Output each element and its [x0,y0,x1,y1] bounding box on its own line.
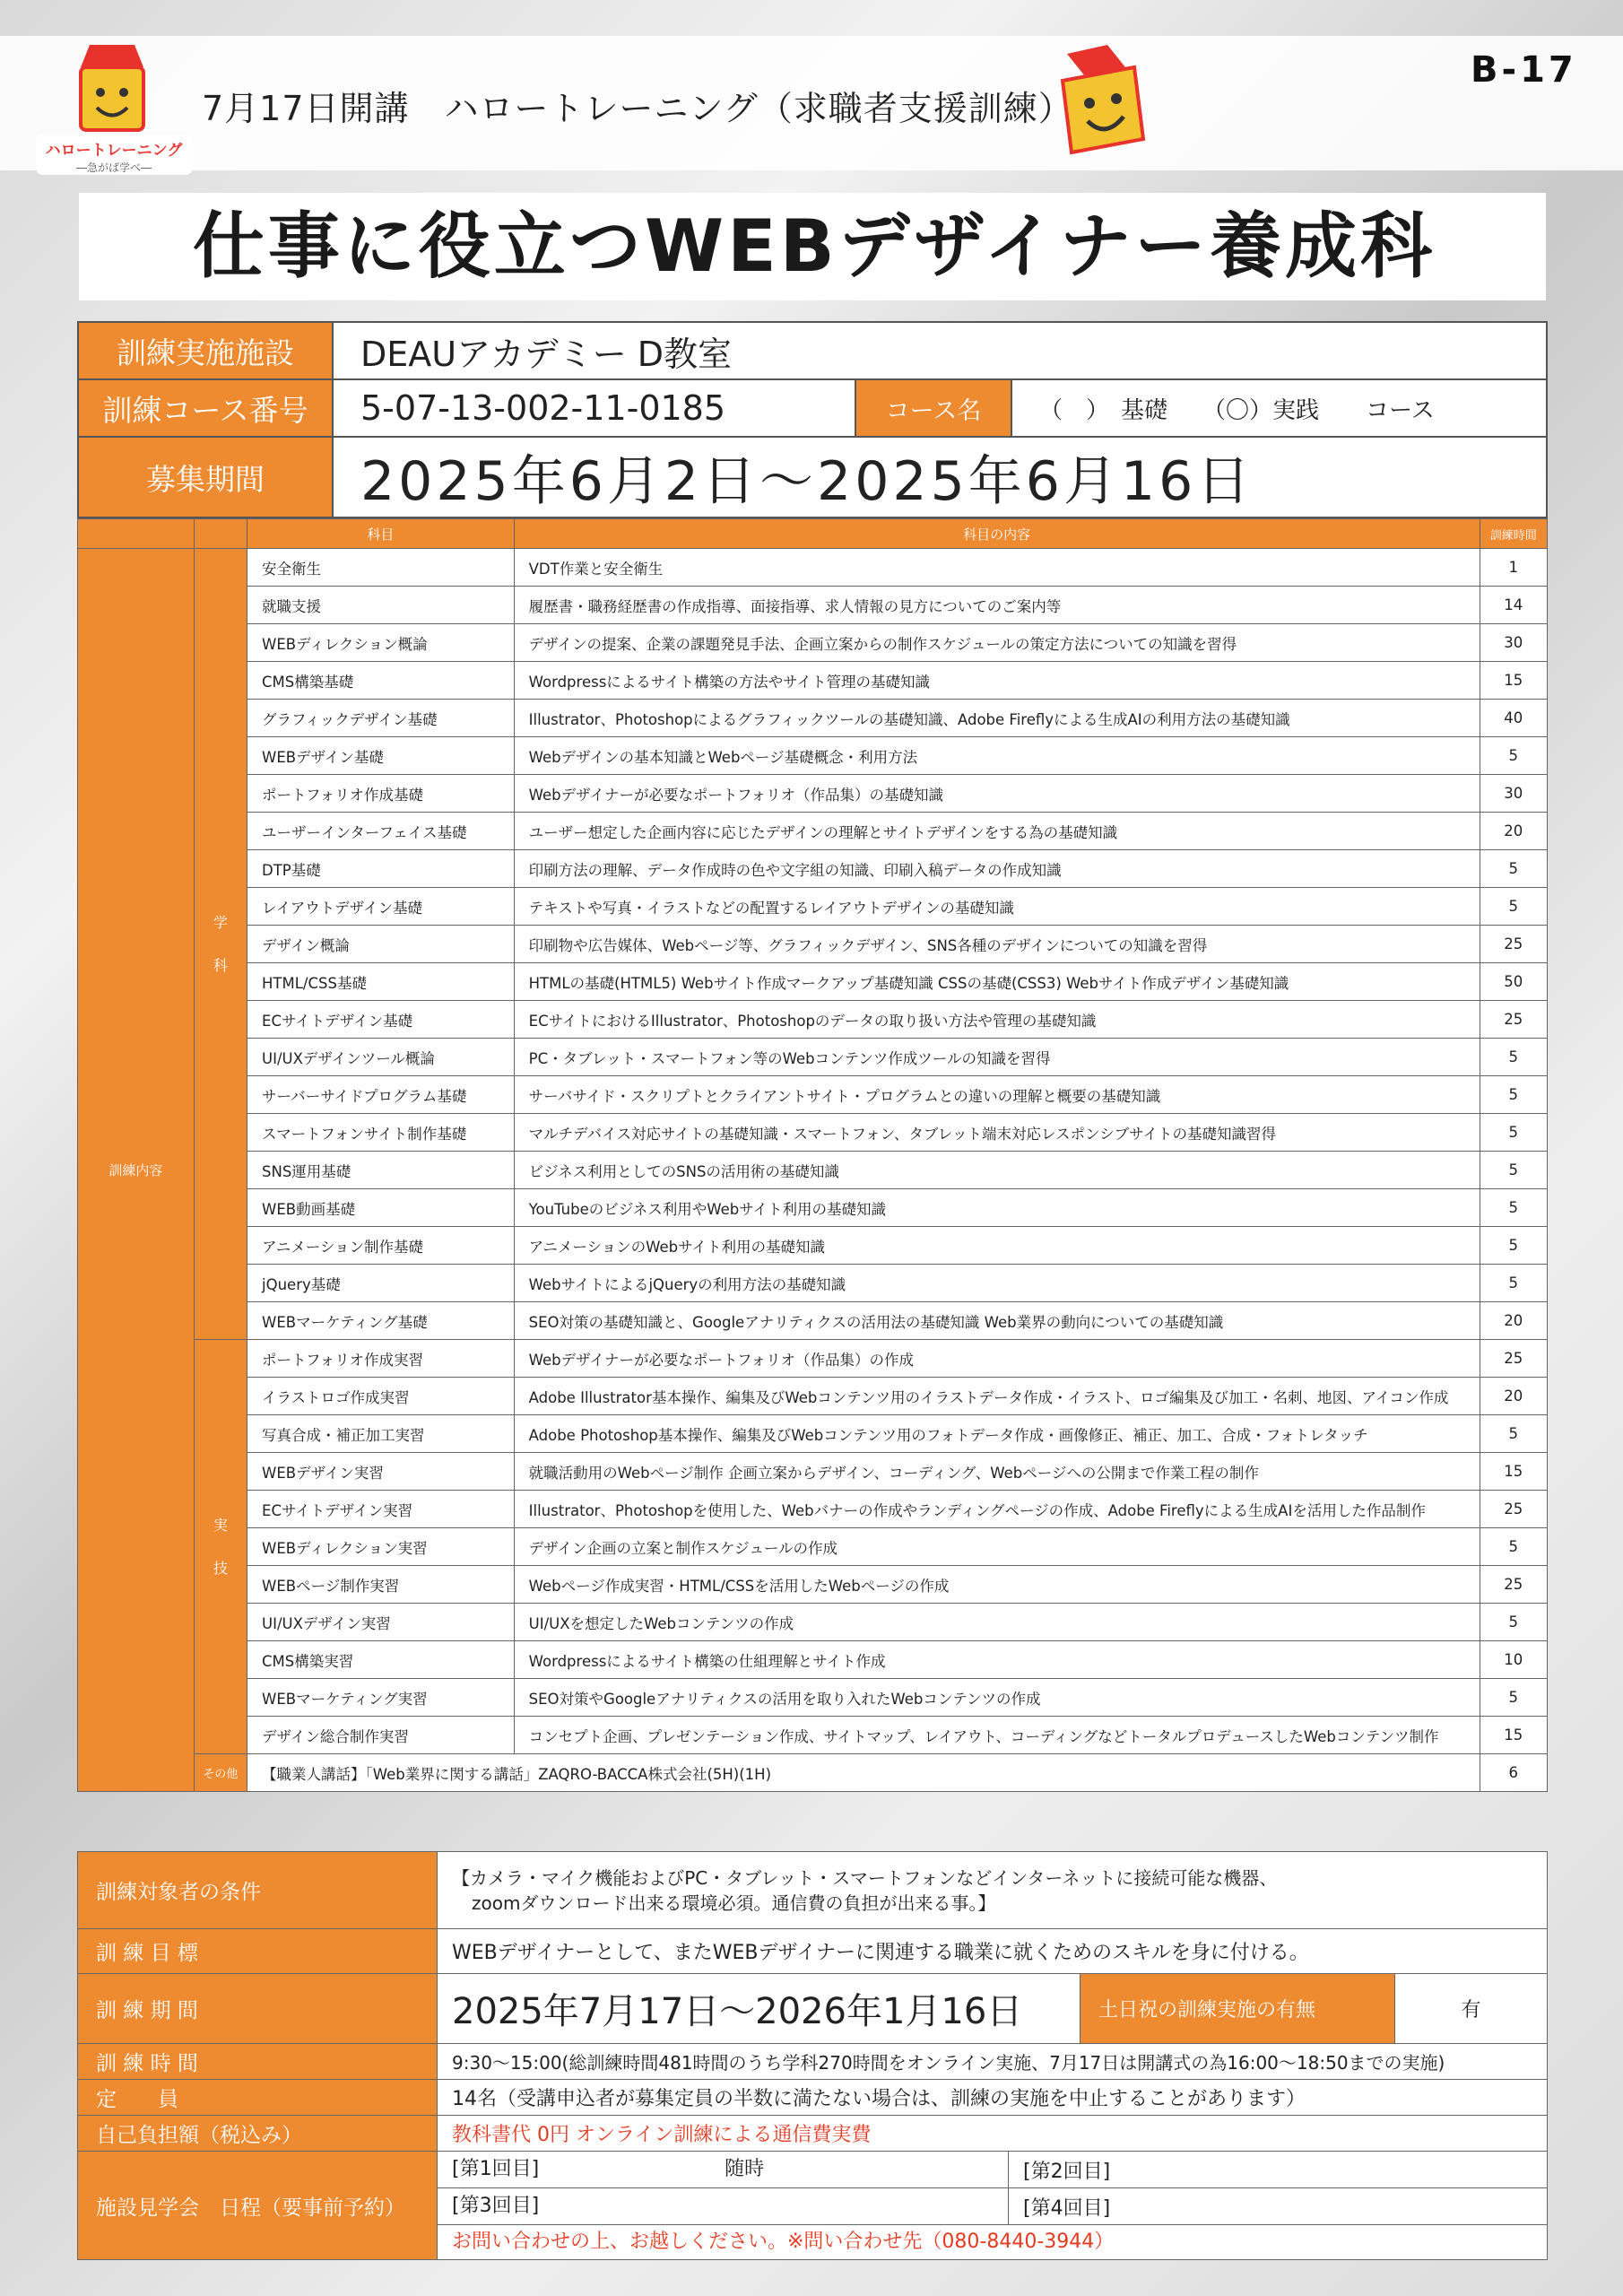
hours-cell: 25 [1480,1491,1547,1528]
subject-cell: ECサイトデザイン基礎 [247,1001,515,1039]
content-cell: テキストや写真・イラストなどの配置するレイアウトデザインの基礎知識 [514,888,1480,926]
training-time-value: 9:30～15:00(総訓練時間481時間のうち学科270時間をオンライン実施、7月17日は開講式の為16:00～18:50までの実施) [438,2044,1548,2080]
subject-cell: 就職支援 [247,587,515,624]
hours-cell: 25 [1480,1001,1547,1039]
table-row [78,1453,1548,1491]
weekend-value: 有 [1395,1974,1548,2044]
page-title: 仕事に役立つWEBデザイナー養成科 [192,204,1436,288]
hours-cell: 5 [1480,1679,1547,1717]
target-line-2: zoomダウンロード出来る環境必須。通信費の負担が出来る事。】 [472,1892,996,1914]
group-header-blank [194,519,247,549]
curriculum-table [77,518,1548,1792]
visit-round-2: [第2回目] [1023,2160,1111,2183]
subject-cell: HTML/CSS基礎 [247,963,515,1001]
subject-cell: jQuery基礎 [247,1265,515,1302]
header-text: 7月17日開講 ハロートレーニング（求職者支援訓練） [202,89,1073,128]
training-period-value: 2025年7月17日～2026年1月16日 [438,1974,1081,2044]
title-box [79,193,1546,300]
subject-cell: アニメーション制作基礎 [247,1227,515,1265]
hours-cell: 30 [1480,775,1547,813]
subject-cell: 写真合成・補正加工実習 [247,1415,515,1453]
subject-cell: WEBデザイン実習 [247,1453,515,1491]
subject-cell: WEBマーケティング実習 [247,1679,515,1717]
content-cell: UI/UXを想定したWebコンテンツの作成 [514,1604,1480,1641]
subject-cell: スマートフォンサイト制作基礎 [247,1114,515,1152]
table-row [78,1265,1548,1302]
table-row [78,1415,1548,1453]
hours-cell: 5 [1480,1039,1547,1076]
logo-subtext: ―急がば学べ― [75,161,152,174]
table-row [78,1754,1548,1792]
table-row [78,1378,1548,1415]
content-cell: デザイン企画の立案と制作スケジュールの作成 [514,1528,1480,1566]
goal-value: WEBデザイナーとして、またWEBデザイナーに関連する職業に就くためのスキルを身に付ける。 [438,1929,1548,1974]
jitsugi-label-char-1: 実 [213,1516,228,1534]
content-cell: アニメーションのWebサイト利用の基礎知識 [514,1227,1480,1265]
hello-training-logo [36,40,193,175]
contact-note: お問い合わせの上、お越しください。※問い合わせ先（080-8440-3944） [452,2231,1115,2253]
content-cell: WebサイトによるjQueryの利用方法の基礎知識 [514,1265,1480,1302]
hours-cell: 5 [1480,1604,1547,1641]
table-row [78,737,1548,775]
content-header: 科目の内容 [514,519,1480,549]
subject-cell: グラフィックデザイン基礎 [247,700,515,737]
hours-header: 訓練時間 [1480,519,1547,549]
gakka-label-char-2: 科 [213,956,228,974]
hours-cell: 25 [1480,1340,1547,1378]
content-cell: Adobe Illustrator基本操作、編集及びWebコンテンツ用のイラストデータ作成・イラスト、ロゴ編集及び加工・名刺、地図、アイコン作成 [514,1378,1480,1415]
subject-cell: WEBディレクション概論 [247,624,515,662]
cost-label: 自己負担額（税込み） [78,2116,438,2152]
table-row [78,888,1548,926]
course-number-value: 5-07-13-002-11-0185 [333,379,855,437]
hours-cell: 20 [1480,1302,1547,1340]
hours-cell: 5 [1480,850,1547,888]
subject-cell: SNS運用基礎 [247,1152,515,1189]
table-row [78,1039,1548,1076]
course-name-value: （ ） 基礎 （〇）実践 コース [1011,379,1547,437]
content-cell: マルチデバイス対応サイトの基礎知識・スマートフォン、タブレット端末対応レスポンシブサイトの基礎知識習得 [514,1114,1480,1152]
hours-cell: 5 [1480,1415,1547,1453]
table-row [78,813,1548,850]
subject-cell: WEB動画基礎 [247,1189,515,1227]
hours-cell: 40 [1480,700,1547,737]
subject-cell: UI/UXデザイン実習 [247,1604,515,1641]
facility-value: DEAUアカデミー D教室 [333,322,1547,379]
training-content-label: 訓練内容 [78,549,195,1792]
table-row [78,624,1548,662]
subject-cell: 安全衛生 [247,549,515,587]
hours-cell: 5 [1480,888,1547,926]
hours-cell: 30 [1480,624,1547,662]
content-cell: SEO対策やGoogleアナリティクスの活用を取り入れたWebコンテンツの作成 [514,1679,1480,1717]
content-cell: サーバサイド・スクリプトとクライアントサイト・プログラムとの違いの理解と概要の基礎知識 [514,1076,1480,1114]
visit-round-1-value: 随時 [725,2158,765,2180]
target-line-1: 【カメラ・マイク機能およびPC・タブレット・スマートフォンなどインターネットに接続可能な機器、 [452,1866,1278,1889]
subject-cell: ポートフォリオ作成基礎 [247,775,515,813]
visit-round-1: [第1回目] [452,2158,540,2180]
table-row [78,775,1548,813]
table-row [78,1604,1548,1641]
table-row [78,1227,1548,1265]
other-hours: 6 [1480,1754,1547,1792]
target-label: 訓練対象者の条件 [78,1852,438,1929]
table-row [78,587,1548,624]
subject-cell: WEBマーケティング基礎 [247,1302,515,1340]
hours-cell: 5 [1480,1152,1547,1189]
gakka-label [194,549,247,1340]
subject-cell: ポートフォリオ作成実習 [247,1340,515,1378]
subject-cell: DTP基礎 [247,850,515,888]
subject-cell: サーバーサイドプログラム基礎 [247,1076,515,1114]
training-period-label: 訓 練 期 間 [78,1974,438,2044]
facility-label: 訓練実施施設 [78,322,333,379]
table-row [78,1152,1548,1189]
subject-cell: UI/UXデザインツール概論 [247,1039,515,1076]
conditions-table [77,1851,1548,2260]
table-row [78,549,1548,587]
content-cell: ECサイトにおけるIllustrator、Photoshopのデータの取り扱い方法や管理の基礎知識 [514,1001,1480,1039]
subject-cell: CMS構築実習 [247,1641,515,1679]
table-row [78,1717,1548,1754]
hours-cell: 25 [1480,1566,1547,1604]
table-row [78,1340,1548,1378]
hours-cell: 10 [1480,1641,1547,1679]
content-cell: 履歴書・職務経歴書の作成指導、面接指導、求人情報の見方についてのご案内等 [514,587,1480,624]
content-cell: YouTubeのビジネス利用やWebサイト利用の基礎知識 [514,1189,1480,1227]
content-cell: Webデザイナーが必要なポートフォリオ（作品集）の作成 [514,1340,1480,1378]
content-cell: デザインの提案、企業の課題発見手法、企画立案からの制作スケジュールの策定方法についての知識を習得 [514,624,1480,662]
table-row [78,1189,1548,1227]
content-cell: 就職活動用のWebページ制作 企画立案からデザイン、コーディング、Webページへの公開まで作業工程の制作 [514,1453,1480,1491]
hours-cell: 5 [1480,1189,1547,1227]
visit-round-3: [第3回目] [438,2188,1009,2224]
table-row [78,700,1548,737]
visit-label: 施設見学会 日程（要事前予約） [78,2152,438,2260]
subject-cell: デザイン総合制作実習 [247,1717,515,1754]
table-row [78,1302,1548,1340]
recruit-period-value: 2025年6月2日～2025年6月16日 [333,437,1547,517]
content-cell: Webデザインの基本知識とWebページ基礎概念・利用方法 [514,737,1480,775]
capacity-label: 定 員 [78,2080,438,2116]
hours-cell: 15 [1480,1717,1547,1754]
table-row [78,1566,1548,1604]
subject-cell: WEBディレクション実習 [247,1528,515,1566]
content-cell: SEO対策の基礎知識と、Googleアナリティクスの活用法の基礎知識 Web業界の動向についての基礎知識 [514,1302,1480,1340]
subject-cell: CMS構築基礎 [247,662,515,700]
content-cell: Wordpressによるサイト構築の仕組理解とサイト作成 [514,1641,1480,1679]
content-cell: ユーザー想定した企画内容に応じたデザインの理解とサイトデザインをする為の基礎知識 [514,813,1480,850]
training-time-label: 訓 練 時 間 [78,2044,438,2080]
content-cell: 印刷方法の理解、データ作成時の色や文字組の知識、印刷入稿データの作成知識 [514,850,1480,888]
hours-cell: 20 [1480,813,1547,850]
table-row [78,1528,1548,1566]
subject-cell: WEBデザイン基礎 [247,737,515,775]
hours-cell: 5 [1480,1114,1547,1152]
hours-cell: 5 [1480,1227,1547,1265]
subject-cell: ECサイトデザイン実習 [247,1491,515,1528]
table-row [78,963,1548,1001]
table-row [78,1114,1548,1152]
content-cell: ビジネス利用としてのSNSの活用術の基礎知識 [514,1152,1480,1189]
hours-cell: 20 [1480,1378,1547,1415]
jitsugi-label-char-2: 技 [213,1559,228,1577]
subject-cell: レイアウトデザイン基礎 [247,888,515,926]
content-cell: コンセプト企画、プレゼンテーション作成、サイトマップ、レイアウト、コーディングなどトータルプロデュースしたWebコンテンツ制作 [514,1717,1480,1754]
side-header-blank [78,519,195,549]
table-row [78,1001,1548,1039]
table-row [78,1641,1548,1679]
logo-text: ハロートレーニング [45,142,183,160]
subject-cell: ユーザーインターフェイス基礎 [247,813,515,850]
hours-cell: 5 [1480,737,1547,775]
content-cell: 印刷物や広告媒体、Webページ等、グラフィックデザイン、SNS各種のデザインについての知識を習得 [514,926,1480,963]
subject-header: 科目 [247,519,515,549]
table-row [78,1076,1548,1114]
hours-cell: 5 [1480,1076,1547,1114]
hours-cell: 15 [1480,1453,1547,1491]
table-row [78,1679,1548,1717]
course-number-label: 訓練コース番号 [78,379,333,437]
content-cell: Wordpressによるサイト構築の方法やサイト管理の基礎知識 [514,662,1480,700]
hours-cell: 14 [1480,587,1547,624]
recruit-period-label: 募集期間 [78,437,333,517]
content-cell: PC・タブレット・スマートフォン等のWebコンテンツ作成ツールの知識を習得 [514,1039,1480,1076]
goal-label: 訓 練 目 標 [78,1929,438,1974]
content-cell: Illustrator、Photoshopによるグラフィックツールの基礎知識、Adobe Fireflyによる生成AIの利用方法の基礎知識 [514,700,1480,737]
content-cell: Adobe Photoshop基本操作、編集及びWebコンテンツ用のフォトデータ作成・画像修正、補正、加工、合成・フォトレタッチ [514,1415,1480,1453]
other-label: その他 [194,1754,247,1792]
course-code: B-17 [1471,49,1577,91]
content-cell: Webデザイナーが必要なポートフォリオ（作品集）の基礎知識 [514,775,1480,813]
content-cell: HTMLの基礎(HTML5) Webサイト作成マークアップ基礎知識 CSSの基礎(CSS3) Webサイト作成デザイン基礎知識 [514,963,1480,1001]
hours-cell: 50 [1480,963,1547,1001]
gakka-label-char-1: 学 [213,913,228,931]
hours-cell: 15 [1480,662,1547,700]
hours-cell: 25 [1480,926,1547,963]
table-row [78,662,1548,700]
content-cell: Illustrator、Photoshopを使用した、Webバナーの作成やランディングページの作成、Adobe Fireflyによる生成AIを活用した作品制作 [514,1491,1480,1528]
subject-cell: WEBページ制作実習 [247,1566,515,1604]
hours-cell: 1 [1480,549,1547,587]
jitsugi-label [194,1340,247,1754]
other-content: 【職業人講話】「Web業界に関する講話」ZAQRO-BACCA株式会社(5H)(1H) [247,1754,1480,1792]
course-info-table [77,321,1548,518]
content-cell: VDT作業と安全衛生 [514,549,1480,587]
table-row [78,1491,1548,1528]
capacity-value: 14名（受講申込者が募集定員の半数に満たない場合は、訓練の実施を中止することがあります） [438,2080,1548,2116]
hours-cell: 5 [1480,1265,1547,1302]
table-row [78,926,1548,963]
subject-cell: イラストロゴ作成実習 [247,1378,515,1415]
course-name-label: コース名 [855,379,1011,437]
hours-cell: 5 [1480,1528,1547,1566]
visit-round-4: [第4回目] [1023,2196,1111,2220]
cost-value: 教科書代 0円 オンライン訓練による通信費実費 [438,2116,1548,2152]
table-row [78,850,1548,888]
subject-cell: デザイン概論 [247,926,515,963]
content-cell: Webページ作成実習・HTML/CSSを活用したWebページの作成 [514,1566,1480,1604]
weekend-label: 土日祝の訓練実施の有無 [1081,1974,1395,2044]
